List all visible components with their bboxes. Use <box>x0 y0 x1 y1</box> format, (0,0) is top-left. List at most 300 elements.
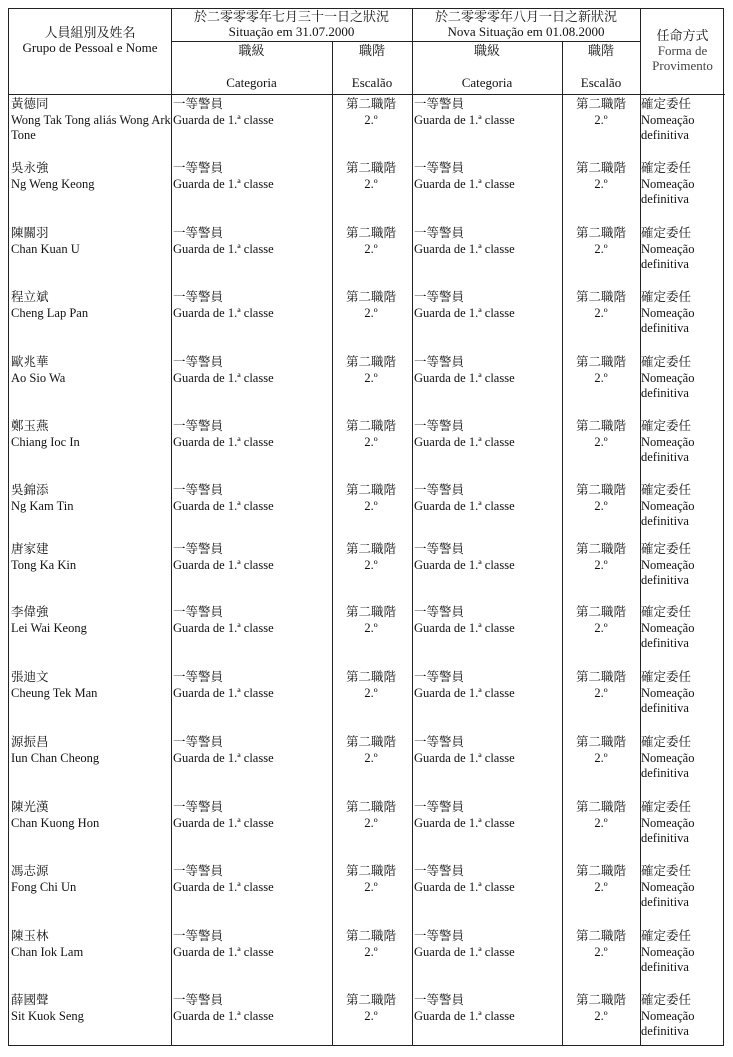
escalao-old-zh: 第二職階 <box>345 290 396 304</box>
personnel-table <box>8 8 724 1046</box>
categoria-old-zh: 一等警員 <box>173 226 224 240</box>
categoria-old <box>173 864 331 895</box>
escalao-new-num: 2.º <box>594 498 608 513</box>
person-name-zh: 陳關羽 <box>11 226 49 240</box>
forma-provimento-zh: 確定委任 <box>641 605 692 619</box>
categoria-new-pt: Guarda de 1.ª classe <box>414 1008 515 1023</box>
forma-provimento-zh: 確定委任 <box>641 542 692 556</box>
person-name-zh: 吳錦添 <box>11 483 49 497</box>
forma-provimento-pt-2: definitiva <box>641 450 689 464</box>
categoria-old-pt: Guarda de 1.ª classe <box>173 112 274 127</box>
categoria-new-zh: 一等警員 <box>414 97 465 111</box>
escalao-old-num: 2.º <box>364 685 378 700</box>
categoria-old-pt: Guarda de 1.ª classe <box>173 1008 274 1023</box>
categoria-old-zh: 一等警員 <box>173 161 224 175</box>
escalao-old-zh: 第二職階 <box>345 542 396 556</box>
person-name-zh: 陳玉林 <box>11 929 49 943</box>
escalao-old <box>335 605 407 636</box>
categoria-new-pt: Guarda de 1.ª classe <box>414 241 515 256</box>
escalao-old-zh: 第二職階 <box>345 864 396 878</box>
escalao-old-zh: 第二職階 <box>345 670 396 684</box>
person-name-zh: 陳光漢 <box>11 800 49 814</box>
escalao-old <box>335 800 407 831</box>
escalao-old-zh: 第二職階 <box>345 929 396 943</box>
categoria-old-zh: 一等警員 <box>173 800 224 814</box>
escalao-new-zh: 第二職階 <box>575 605 626 619</box>
escalao-new-num: 2.º <box>594 241 608 256</box>
forma-provimento <box>641 864 725 911</box>
escalao-old-zh: 第二職階 <box>345 355 396 369</box>
person-name-pt: Chiang Ioc In <box>11 434 80 449</box>
escalao-old-zh: 第二職階 <box>345 605 396 619</box>
escalao-new-num: 2.º <box>594 112 608 127</box>
categoria-new <box>414 542 562 573</box>
escalao-new <box>565 226 637 257</box>
header-old-situation <box>171 10 412 40</box>
person-name-zh: 歐兆華 <box>11 355 49 369</box>
person-name <box>11 993 171 1024</box>
person-name <box>11 483 171 514</box>
person-name <box>11 290 171 321</box>
categoria-old-zh: 一等警員 <box>173 542 224 556</box>
header-forma-provimento <box>640 29 725 74</box>
forma-provimento-pt-1: Nomeação <box>641 176 695 191</box>
table-row <box>9 97 725 161</box>
escalao-old-num: 2.º <box>364 498 378 513</box>
categoria-new-pt: Guarda de 1.ª classe <box>414 750 515 765</box>
escalao-new <box>565 161 637 192</box>
person-name-zh: 唐家建 <box>11 542 49 556</box>
escalao-new-zh: 第二職階 <box>575 97 626 111</box>
header-new-situation-pt: Nova Situação em 01.08.2000 <box>447 23 605 39</box>
forma-provimento-pt-2: definitiva <box>641 831 689 845</box>
categoria-old <box>173 670 331 701</box>
header-categoria-pt-old: Categoria <box>226 75 277 90</box>
categoria-new-pt: Guarda de 1.ª classe <box>414 685 515 700</box>
escalao-old <box>335 419 407 450</box>
forma-provimento-pt-1: Nomeação <box>641 944 695 959</box>
escalao-new-zh: 第二職階 <box>575 483 626 497</box>
categoria-old-zh: 一等警員 <box>173 735 224 749</box>
person-name <box>11 355 171 386</box>
forma-provimento-zh: 確定委任 <box>641 290 692 304</box>
categoria-new-pt: Guarda de 1.ª classe <box>414 879 515 894</box>
categoria-old <box>173 735 331 766</box>
categoria-new-pt: Guarda de 1.ª classe <box>414 498 515 513</box>
person-name-zh: 黃德同 <box>11 97 49 111</box>
forma-provimento-pt-1: Nomeação <box>641 620 695 635</box>
escalao-new <box>565 483 637 514</box>
header-escalao-zh-old: 職階 <box>358 43 385 58</box>
escalao-old-zh: 第二職階 <box>345 97 396 111</box>
person-name-pt: Wong Tak Tong aliás Wong Ark Tone <box>11 112 171 142</box>
escalao-new-num: 2.º <box>594 879 608 894</box>
categoria-new-pt: Guarda de 1.ª classe <box>414 620 515 635</box>
categoria-old-zh: 一等警員 <box>173 290 224 304</box>
categoria-new <box>414 800 562 831</box>
header-old-situation-zh: 於二零零零年七月三十一日之狀況 <box>193 9 389 24</box>
person-name <box>11 542 171 573</box>
escalao-old <box>335 735 407 766</box>
escalao-old <box>335 290 407 321</box>
escalao-old-num: 2.º <box>364 879 378 894</box>
categoria-old <box>173 542 331 573</box>
forma-provimento-pt-2: definitiva <box>641 1024 689 1038</box>
forma-provimento <box>641 993 725 1040</box>
escalao-new-zh: 第二職階 <box>575 670 626 684</box>
header-forma-pt-2: Provimento <box>652 57 713 73</box>
forma-provimento-pt-2: definitiva <box>641 636 689 650</box>
escalao-old-num: 2.º <box>364 112 378 127</box>
categoria-new <box>414 605 562 636</box>
categoria-old <box>173 419 331 450</box>
person-name-pt: Ao Sio Wa <box>11 370 66 385</box>
categoria-new <box>414 735 562 766</box>
categoria-new-zh: 一等警員 <box>414 161 465 175</box>
categoria-old <box>173 605 331 636</box>
escalao-new-zh: 第二職階 <box>575 542 626 556</box>
escalao-old-num: 2.º <box>364 750 378 765</box>
categoria-new-zh: 一等警員 <box>414 735 465 749</box>
categoria-old-pt: Guarda de 1.ª classe <box>173 557 274 572</box>
categoria-old <box>173 97 331 128</box>
categoria-old-zh: 一等警員 <box>173 670 224 684</box>
escalao-new <box>565 419 637 450</box>
escalao-new <box>565 97 637 128</box>
forma-provimento-zh: 確定委任 <box>641 670 692 684</box>
escalao-old-zh: 第二職階 <box>345 735 396 749</box>
escalao-new-zh: 第二職階 <box>575 290 626 304</box>
table-row <box>9 419 725 483</box>
categoria-old-pt: Guarda de 1.ª classe <box>173 176 274 191</box>
escalao-old-num: 2.º <box>364 176 378 191</box>
table-row <box>9 735 725 799</box>
escalao-new-zh: 第二職階 <box>575 355 626 369</box>
categoria-new-zh: 一等警員 <box>414 800 465 814</box>
forma-provimento-pt-2: definitiva <box>641 766 689 780</box>
escalao-new-num: 2.º <box>594 1008 608 1023</box>
categoria-old-pt: Guarda de 1.ª classe <box>173 620 274 635</box>
escalao-new <box>565 542 637 573</box>
categoria-old-pt: Guarda de 1.ª classe <box>173 685 274 700</box>
categoria-new-pt: Guarda de 1.ª classe <box>414 370 515 385</box>
forma-provimento-pt-2: definitiva <box>641 321 689 335</box>
header-categoria-pt-new: Categoria <box>461 75 513 90</box>
header-group-name-zh: 人員組別及姓名 <box>44 25 136 40</box>
categoria-new-pt: Guarda de 1.ª classe <box>414 305 515 320</box>
escalao-old <box>335 355 407 386</box>
forma-provimento-pt-1: Nomeação <box>641 750 695 765</box>
person-name <box>11 226 171 257</box>
person-name-zh: 李偉強 <box>11 605 49 619</box>
categoria-new-zh: 一等警員 <box>414 605 465 619</box>
person-name-pt: Lei Wai Keong <box>11 620 87 635</box>
forma-provimento-pt-2: definitiva <box>641 960 689 974</box>
forma-provimento <box>641 97 725 144</box>
escalao-new-num: 2.º <box>594 434 608 449</box>
table-row <box>9 605 725 669</box>
categoria-new-pt: Guarda de 1.ª classe <box>414 944 515 959</box>
person-name-zh: 源振昌 <box>11 735 49 749</box>
categoria-old-pt: Guarda de 1.ª classe <box>173 750 274 765</box>
escalao-old <box>335 993 407 1024</box>
categoria-new-zh: 一等警員 <box>414 419 465 433</box>
escalao-new-zh: 第二職階 <box>575 864 626 878</box>
forma-provimento-pt-2: definitiva <box>641 895 689 909</box>
categoria-new <box>414 355 562 386</box>
forma-provimento-pt-1: Nomeação <box>641 685 695 700</box>
escalao-old <box>335 226 407 257</box>
forma-provimento <box>641 419 725 466</box>
forma-provimento-zh: 確定委任 <box>641 97 692 111</box>
categoria-new-pt: Guarda de 1.ª classe <box>414 557 515 572</box>
categoria-new <box>414 97 562 128</box>
forma-provimento-pt-2: definitiva <box>641 573 689 587</box>
person-name-pt: Fong Chi Un <box>11 879 77 894</box>
categoria-old-zh: 一等警員 <box>173 605 224 619</box>
categoria-old <box>173 483 331 514</box>
categoria-old <box>173 993 331 1024</box>
categoria-new-pt: Guarda de 1.ª classe <box>414 815 515 830</box>
table-row <box>9 355 725 419</box>
person-name-pt: Iun Chan Cheong <box>11 750 100 765</box>
person-name-zh: 程立斌 <box>11 290 49 304</box>
escalao-old <box>335 929 407 960</box>
forma-provimento-zh: 確定委任 <box>641 483 692 497</box>
escalao-old-num: 2.º <box>364 305 378 320</box>
forma-provimento-zh: 確定委任 <box>641 226 692 240</box>
categoria-old-pt: Guarda de 1.ª classe <box>173 241 274 256</box>
escalao-new-num: 2.º <box>594 557 608 572</box>
categoria-old-pt: Guarda de 1.ª classe <box>173 434 274 449</box>
forma-provimento <box>641 355 725 402</box>
categoria-new <box>414 161 562 192</box>
person-name-pt: Cheng Lap Pan <box>11 305 89 320</box>
forma-provimento-pt-1: Nomeação <box>641 305 695 320</box>
categoria-old-pt: Guarda de 1.ª classe <box>173 944 274 959</box>
categoria-old-pt: Guarda de 1.ª classe <box>173 370 274 385</box>
table-row <box>9 864 725 928</box>
forma-provimento-pt-2: definitiva <box>641 701 689 715</box>
escalao-new-num: 2.º <box>594 305 608 320</box>
table-row <box>9 993 725 1057</box>
forma-provimento-pt-1: Nomeação <box>641 370 695 385</box>
escalao-new <box>565 355 637 386</box>
forma-provimento-pt-1: Nomeação <box>641 241 695 256</box>
categoria-old-zh: 一等警員 <box>173 419 224 433</box>
header-categoria-zh-old: 職級 <box>238 43 265 58</box>
forma-provimento <box>641 542 725 589</box>
person-name <box>11 419 171 450</box>
forma-provimento-zh: 確定委任 <box>641 161 692 175</box>
person-name <box>11 670 171 701</box>
table-row <box>9 929 725 993</box>
categoria-old <box>173 800 331 831</box>
person-name-pt: Chan Kuan U <box>11 241 80 256</box>
header-group-name-pt: Grupo de Pessoal e Nome <box>22 39 158 55</box>
escalao-new <box>565 605 637 636</box>
forma-provimento-pt-2: definitiva <box>641 514 689 528</box>
table-row <box>9 670 725 734</box>
forma-provimento-pt-2: definitiva <box>641 192 689 206</box>
categoria-new <box>414 290 562 321</box>
escalao-old-num: 2.º <box>364 815 378 830</box>
escalao-old-num: 2.º <box>364 370 378 385</box>
header-bottom-line <box>9 94 725 95</box>
person-name <box>11 161 171 192</box>
escalao-old-zh: 第二職階 <box>345 993 396 1007</box>
forma-provimento-pt-1: Nomeação <box>641 879 695 894</box>
categoria-new-zh: 一等警員 <box>414 355 465 369</box>
forma-provimento-zh: 確定委任 <box>641 800 692 814</box>
person-name-pt: Ng Weng Keong <box>11 176 95 191</box>
categoria-new-zh: 一等警員 <box>414 929 465 943</box>
forma-provimento-zh: 確定委任 <box>641 419 692 433</box>
person-name-zh: 薛國聲 <box>11 993 49 1007</box>
categoria-new-zh: 一等警員 <box>414 993 465 1007</box>
categoria-new <box>414 864 562 895</box>
table-row <box>9 226 725 290</box>
categoria-old <box>173 161 331 192</box>
person-name-pt: Tong Ka Kin <box>11 557 77 572</box>
forma-provimento-pt-2: definitiva <box>641 386 689 400</box>
escalao-new-zh: 第二職階 <box>575 735 626 749</box>
forma-provimento-zh: 確定委任 <box>641 993 692 1007</box>
categoria-old-pt: Guarda de 1.ª classe <box>173 879 274 894</box>
person-name <box>11 97 171 144</box>
escalao-old-num: 2.º <box>364 557 378 572</box>
escalao-new <box>565 929 637 960</box>
escalao-old-zh: 第二職階 <box>345 419 396 433</box>
categoria-old <box>173 226 331 257</box>
categoria-new-zh: 一等警員 <box>414 483 465 497</box>
categoria-old-zh: 一等警員 <box>173 929 224 943</box>
table-row <box>9 483 725 547</box>
forma-provimento <box>641 161 725 208</box>
forma-provimento <box>641 605 725 652</box>
forma-provimento-zh: 確定委任 <box>641 864 692 878</box>
escalao-old-zh: 第二職階 <box>345 226 396 240</box>
table-row <box>9 290 725 354</box>
escalao-old-num: 2.º <box>364 241 378 256</box>
escalao-old <box>335 97 407 128</box>
header-forma-pt-1: Forma de <box>657 42 708 58</box>
header-escalao-zh-new: 職階 <box>587 43 614 58</box>
escalao-new <box>565 290 637 321</box>
person-name-zh: 吳永強 <box>11 161 49 175</box>
forma-provimento-pt-1: Nomeação <box>641 498 695 513</box>
categoria-new <box>414 670 562 701</box>
categoria-new-zh: 一等警員 <box>414 226 465 240</box>
escalao-new-zh: 第二職階 <box>575 929 626 943</box>
person-name <box>11 735 171 766</box>
forma-provimento-pt-1: Nomeação <box>641 557 695 572</box>
person-name <box>11 929 171 960</box>
escalao-new <box>565 670 637 701</box>
escalao-new-zh: 第二職階 <box>575 993 626 1007</box>
table-row <box>9 161 725 225</box>
header-escalao-pt-new: Escalão <box>580 75 622 90</box>
person-name-pt: Cheung Tek Man <box>11 685 98 700</box>
categoria-old-zh: 一等警員 <box>173 483 224 497</box>
categoria-old-pt: Guarda de 1.ª classe <box>173 305 274 320</box>
categoria-new <box>414 993 562 1024</box>
categoria-old <box>173 355 331 386</box>
person-name-pt: Chan Iok Lam <box>11 944 84 959</box>
person-name-zh: 鄭玉燕 <box>11 419 49 433</box>
forma-provimento-pt-2: definitiva <box>641 128 689 142</box>
person-name-zh: 張迪文 <box>11 670 49 684</box>
escalao-old <box>335 542 407 573</box>
categoria-new <box>414 419 562 450</box>
escalao-new <box>565 735 637 766</box>
escalao-new-zh: 第二職階 <box>575 419 626 433</box>
escalao-old <box>335 864 407 895</box>
forma-provimento-pt-1: Nomeação <box>641 1008 695 1023</box>
header-forma-zh: 任命方式 <box>656 28 709 43</box>
header-categoria-zh-new: 職級 <box>473 43 500 58</box>
escalao-new <box>565 800 637 831</box>
escalao-old-zh: 第二職階 <box>345 800 396 814</box>
categoria-old-zh: 一等警員 <box>173 97 224 111</box>
escalao-old <box>335 670 407 701</box>
escalao-old-zh: 第二職階 <box>345 483 396 497</box>
person-name-pt: Sit Kuok Seng <box>11 1008 84 1023</box>
forma-provimento <box>641 290 725 337</box>
escalao-new-zh: 第二職階 <box>575 800 626 814</box>
forma-provimento-pt-1: Nomeação <box>641 112 695 127</box>
categoria-new-zh: 一等警員 <box>414 290 465 304</box>
escalao-old-num: 2.º <box>364 944 378 959</box>
forma-provimento-zh: 確定委任 <box>641 735 692 749</box>
person-name-pt: Ng Kam Tin <box>11 498 74 513</box>
forma-provimento <box>641 670 725 717</box>
categoria-new-zh: 一等警員 <box>414 542 465 556</box>
table-row <box>9 800 725 864</box>
forma-provimento <box>641 226 725 273</box>
person-name <box>11 800 171 831</box>
header-divider <box>171 41 640 42</box>
table-row <box>9 542 725 606</box>
categoria-new <box>414 929 562 960</box>
escalao-new <box>565 864 637 895</box>
forma-provimento <box>641 735 725 782</box>
escalao-new-num: 2.º <box>594 685 608 700</box>
header-escalao-pt-old: Escalão <box>351 75 393 90</box>
escalao-old-num: 2.º <box>364 620 378 635</box>
categoria-old-zh: 一等警員 <box>173 864 224 878</box>
forma-provimento <box>641 800 725 847</box>
categoria-new-zh: 一等警員 <box>414 670 465 684</box>
categoria-old-pt: Guarda de 1.ª classe <box>173 815 274 830</box>
escalao-new-zh: 第二職階 <box>575 161 626 175</box>
categoria-new-pt: Guarda de 1.ª classe <box>414 176 515 191</box>
escalao-old <box>335 161 407 192</box>
header-new-situation-zh: 於二零零零年八月一日之新狀況 <box>434 9 617 24</box>
categoria-new <box>414 226 562 257</box>
header-new-situation <box>412 10 640 40</box>
categoria-old-pt: Guarda de 1.ª classe <box>173 498 274 513</box>
escalao-new-num: 2.º <box>594 750 608 765</box>
forma-provimento-pt-1: Nomeação <box>641 815 695 830</box>
header-old-situation-pt: Situação em 31.07.2000 <box>228 23 355 39</box>
escalao-old-zh: 第二職階 <box>345 161 396 175</box>
person-name <box>11 864 171 895</box>
escalao-new-num: 2.º <box>594 944 608 959</box>
categoria-old-zh: 一等警員 <box>173 993 224 1007</box>
escalao-old-num: 2.º <box>364 1008 378 1023</box>
escalao-old-num: 2.º <box>364 434 378 449</box>
